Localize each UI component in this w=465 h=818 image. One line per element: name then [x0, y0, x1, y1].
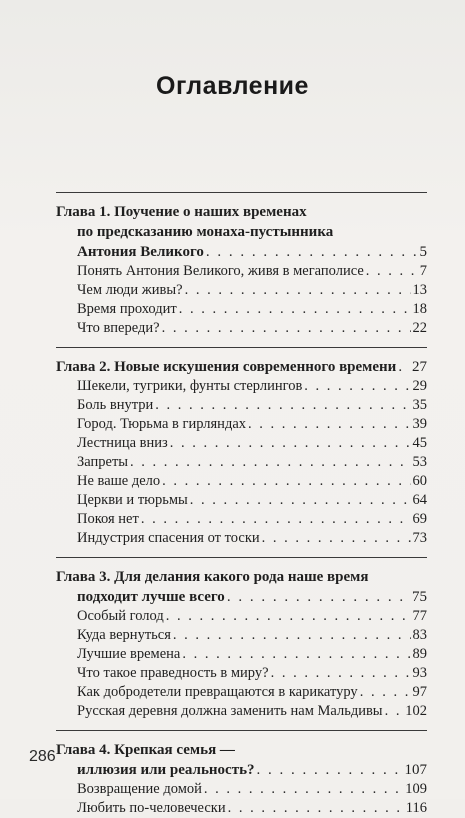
chapter-1-sections	[56, 262, 427, 338]
toc-entry	[77, 377, 427, 396]
leader-dots	[185, 281, 411, 300]
entry-page: 53	[412, 454, 427, 470]
leader-dots	[162, 472, 410, 491]
entry-page: 93	[412, 665, 427, 681]
toc-entry	[77, 415, 427, 434]
entry-page: 22	[412, 320, 427, 336]
leader-dots	[179, 300, 411, 319]
toc-entry	[77, 799, 427, 818]
chapter-divider	[56, 347, 427, 348]
chapter-3	[56, 557, 427, 721]
entry-title: Покоя нет	[77, 511, 139, 527]
chapter-page: 75	[412, 589, 427, 605]
entry-page: 18	[412, 301, 427, 317]
table-of-contents	[56, 183, 427, 818]
toc-entry	[77, 281, 427, 300]
leader-dots	[173, 626, 411, 645]
toc-entry	[77, 664, 427, 683]
chapter-2	[56, 347, 427, 548]
toc-entry	[77, 472, 427, 491]
leader-dots	[257, 760, 403, 780]
chapter-3-heading	[56, 567, 427, 607]
toc-entry	[77, 262, 427, 281]
leader-dots	[304, 377, 410, 396]
toc-entry	[77, 607, 427, 626]
toc-entry	[77, 434, 427, 453]
page-number: 286	[29, 748, 56, 765]
leader-dots	[228, 799, 404, 818]
entry-title: Церкви и тюрьмы	[77, 492, 188, 508]
chapter-divider	[56, 730, 427, 731]
entry-title: Куда вернуться	[77, 627, 171, 643]
entry-page: 102	[405, 703, 427, 719]
leader-dots	[227, 587, 410, 607]
chapter-4	[56, 730, 427, 818]
entry-title: Чем люди живы?	[77, 282, 183, 298]
chapter-heading-line: Антония Великого	[77, 244, 204, 260]
entry-title: Русская деревня должна заменить нам Мальдивы	[77, 703, 383, 719]
chapter-4-sections	[56, 780, 427, 818]
entry-title: Боль внутри	[77, 397, 154, 413]
leader-dots	[141, 510, 411, 529]
entry-title: Город. Тюрьма в гирляндах	[77, 416, 247, 432]
chapter-page: 5	[419, 244, 427, 260]
entry-title: Запреты	[77, 454, 129, 470]
leader-dots	[190, 491, 411, 510]
toc-entry	[77, 491, 427, 510]
toc-entry	[77, 683, 427, 702]
toc-entry	[77, 529, 427, 548]
chapter-4-heading	[56, 740, 427, 780]
chapter-heading-line: Глава 3. Для делания какого рода наше время	[56, 569, 369, 585]
leader-dots	[398, 357, 410, 377]
chapter-divider	[56, 557, 427, 558]
toc-entry	[77, 645, 427, 664]
entry-page: 35	[412, 397, 427, 413]
entry-page: 89	[412, 646, 427, 662]
entry-title: Возвращение домой	[77, 781, 202, 797]
page-title: Оглавление	[156, 72, 309, 100]
chapter-1-heading	[56, 202, 427, 262]
chapter-heading-line: Глава 4. Крепкая семья —	[56, 742, 235, 758]
leader-dots	[166, 607, 411, 626]
entry-title: Как добродетели превращаются в карикатуру	[77, 684, 358, 700]
chapter-heading-line: подходит лучше всего	[77, 589, 225, 605]
leader-dots	[130, 453, 410, 472]
chapter-heading-row	[56, 760, 427, 780]
chapter-heading-row	[56, 587, 427, 607]
entry-page: 39	[412, 416, 427, 432]
entry-page: 83	[412, 627, 427, 643]
entry-page: 13	[412, 282, 427, 298]
chapter-heading-row	[56, 242, 427, 262]
leader-dots	[182, 645, 410, 664]
entry-title: Понять Антония Великого, живя в мегаполисе	[77, 263, 364, 279]
chapter-2-sections	[56, 377, 427, 548]
entry-page: 64	[412, 492, 427, 508]
chapter-heading-line: Глава 2. Новые искушения современного времени	[56, 359, 397, 375]
toc-entry	[77, 396, 427, 415]
entry-title: Любить по-человечески	[77, 800, 226, 816]
chapter-heading-row	[56, 357, 427, 377]
entry-page: 7	[419, 263, 427, 279]
entry-title: Лучшие времена	[77, 646, 181, 662]
toc-entry	[77, 702, 427, 721]
chapter-heading-line: по предсказанию монаха-пустынника	[77, 224, 334, 240]
entry-title: Индустрия спасения от тоски	[77, 530, 260, 546]
chapter-2-heading	[56, 357, 427, 377]
leader-dots	[366, 262, 418, 281]
entry-page: 29	[412, 378, 427, 394]
leader-dots	[162, 319, 411, 338]
leader-dots	[155, 396, 410, 415]
chapter-divider	[56, 192, 427, 193]
chapter-heading-line: Глава 1. Поучение о наших временах	[56, 204, 307, 220]
leader-dots	[271, 664, 411, 683]
leader-dots	[385, 702, 404, 721]
chapter-3-sections	[56, 607, 427, 721]
leader-dots	[262, 529, 411, 548]
chapter-heading-line: иллюзия или реальность?	[77, 762, 255, 778]
entry-title: Что такое праведность в миру?	[77, 665, 269, 681]
leader-dots	[360, 683, 411, 702]
chapter-1	[56, 192, 427, 338]
entry-title: Время проходит	[77, 301, 177, 317]
chapter-page: 107	[404, 762, 427, 778]
leader-dots	[248, 415, 410, 434]
entry-page: 116	[405, 800, 427, 816]
entry-page: 69	[412, 511, 427, 527]
toc-entry	[77, 510, 427, 529]
entry-page: 45	[412, 435, 427, 451]
entry-page: 109	[405, 781, 427, 797]
entry-page: 97	[412, 684, 427, 700]
toc-entry	[77, 626, 427, 645]
entry-page: 60	[412, 473, 427, 489]
entry-page: 73	[412, 530, 427, 546]
entry-page: 77	[412, 608, 427, 624]
leader-dots	[204, 780, 403, 799]
entry-title: Лестница вниз	[77, 435, 168, 451]
toc-entry	[77, 300, 427, 319]
chapter-page: 27	[412, 359, 427, 375]
toc-entry	[77, 453, 427, 472]
entry-title: Не ваше дело	[77, 473, 161, 489]
leader-dots	[206, 242, 418, 262]
leader-dots	[170, 434, 411, 453]
entry-title: Что впереди?	[77, 320, 160, 336]
entry-title: Шекели, тугрики, фунты стерлингов	[77, 378, 303, 394]
toc-entry	[77, 319, 427, 338]
toc-entry	[77, 780, 427, 799]
entry-title: Особый голод	[77, 608, 164, 624]
